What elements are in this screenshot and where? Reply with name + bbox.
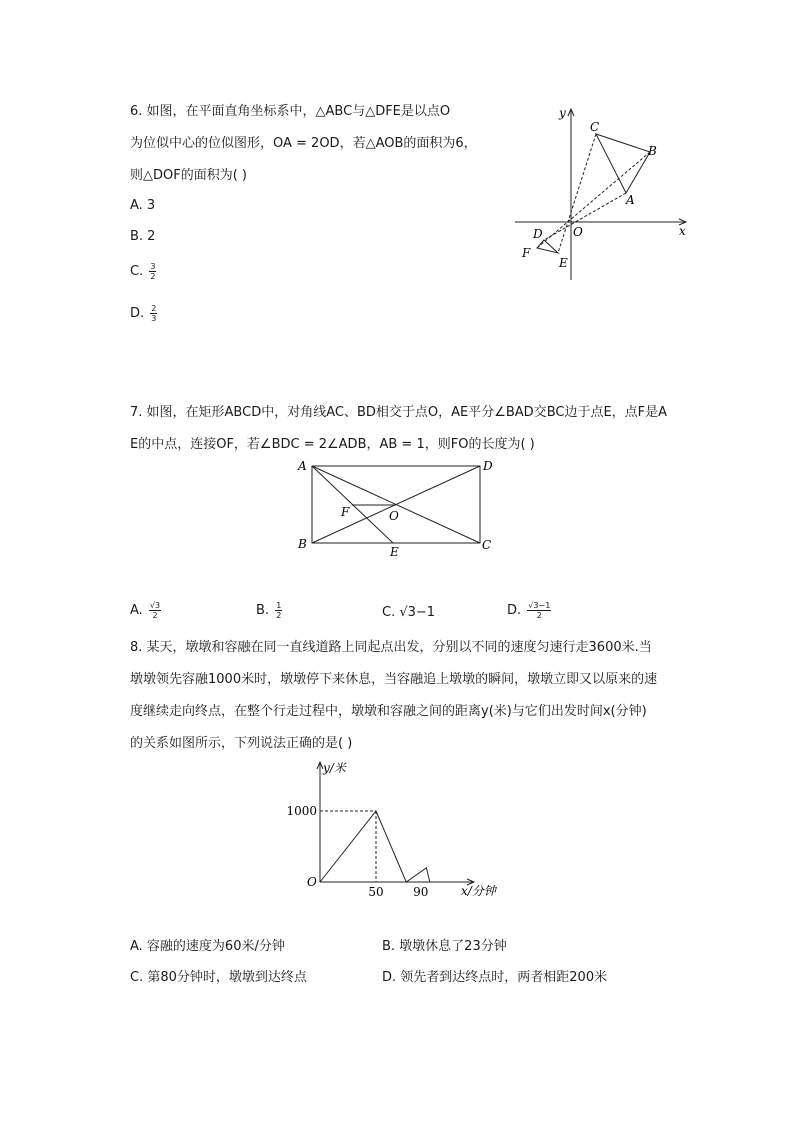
q6-label-d: D	[533, 227, 543, 241]
q8-xtick-90: 90	[413, 885, 429, 899]
q8-option-b: B. 墩墩休息了23分钟	[382, 939, 507, 954]
q6-line-1: 6. 如图，在平面直角坐标系中，△ABC与△DFE是以点O	[130, 104, 451, 119]
q6-option-c-fraction	[149, 262, 156, 281]
q7-option-d-fraction	[527, 601, 551, 620]
q8-option-a: A. 容融的速度为60米/分钟	[130, 939, 285, 954]
q8-line-3: 度继续走向终点，在整个行走过程中，墩墩和容融之间的距离y(米)与它们出发时间x(分钟)	[130, 704, 647, 719]
q6-label-c: C	[590, 120, 600, 134]
q7-label-o: O	[389, 509, 399, 523]
q7-option-d-prefix: D.	[507, 603, 522, 618]
q6-label-o: O	[573, 225, 583, 239]
q6-option-d-prefix: D.	[130, 306, 145, 321]
q8-ylabel: y/米	[323, 761, 346, 775]
q6-ray-oa	[544, 193, 626, 240]
q8-ytick-1000: 1000	[286, 804, 317, 818]
q8-xlabel: x/分钟	[461, 884, 496, 898]
q7-label-d: D	[483, 459, 493, 473]
q7-option-a-num: √3	[149, 601, 161, 610]
q6-line-2: 为位似中心的位似图形，OA = 2OD，若△AOB的面积为6，	[130, 136, 477, 151]
q7-option-d	[507, 601, 551, 621]
q8-line-4: 的关系如图所示，下列说法正确的是( )	[130, 736, 353, 751]
q7-option-a-den: 2	[152, 611, 158, 620]
q6-line-3: 则△DOF的面积为( )	[130, 168, 247, 183]
q6-option-d-num: 2	[151, 304, 157, 313]
q6-label-f: F	[522, 246, 531, 260]
q6-triangle-abc	[596, 134, 650, 193]
q8-line-2: 墩墩领先容融1000米时，墩墩停下来休息，当容融追上墩墩的瞬间，墩墩立即又以原来的速	[130, 672, 658, 687]
q7-option-b-den: 2	[276, 611, 282, 620]
q6-option-d-den: 3	[151, 314, 157, 323]
q6-option-c-den: 2	[150, 272, 156, 281]
q7-option-c: C. √3−1	[382, 605, 436, 620]
q6-label-x: x	[679, 224, 686, 238]
q7-label-c: C	[482, 538, 492, 552]
q8-xtick-50: 50	[368, 885, 384, 899]
q8-origin-label: O	[307, 875, 317, 889]
q7-line-1: 7. 如图，在矩形ABCD中，对角线AC、BD相交于点O，AE平分∠BAD交BC边于点E，点F是A	[130, 405, 668, 420]
q6-figure	[505, 95, 705, 280]
q6-option-c-num: 3	[150, 262, 156, 271]
q7-label-e: E	[390, 545, 399, 559]
q8-series-line	[320, 811, 430, 882]
q7-option-a-prefix: A.	[130, 603, 143, 618]
q7-label-a: A	[298, 459, 307, 473]
q7-option-d-den: 2	[536, 611, 542, 620]
q6-option-b: B. 2	[130, 229, 156, 244]
q7-option-b-num: 1	[276, 601, 282, 610]
q7-option-a-fraction	[149, 601, 161, 620]
q8-option-d: D. 领先者到达终点时，两者相距200米	[382, 970, 608, 985]
q6-option-d-fraction	[150, 304, 157, 323]
q7-option-d-num: √3−1	[528, 601, 551, 610]
q7-option-b-fraction	[275, 601, 282, 620]
q6-option-c-prefix: C.	[130, 264, 144, 279]
q6-label-b: B	[648, 144, 657, 158]
q6-label-y: y	[559, 106, 566, 120]
q6-option-a: A. 3	[130, 198, 156, 213]
q8-option-c: C. 第80分钟时，墩墩到达终点	[130, 970, 307, 985]
q8-chart	[285, 755, 515, 905]
q7-figure	[290, 456, 505, 561]
q6-option-d	[130, 304, 157, 324]
q7-option-b	[256, 601, 282, 621]
q8-line-1: 8. 某天，墩墩和容融在同一直线道路上同起点出发，分别以不同的速度匀速行走3600米.当	[130, 640, 652, 655]
q6-label-e: E	[559, 256, 568, 270]
q7-label-b: B	[298, 537, 307, 551]
q7-line-2: E的中点，连接OF，若∠BDC = 2∠ADB，AB = 1，则FO的长度为( )	[130, 437, 535, 452]
q6-option-c	[130, 262, 156, 282]
q7-label-f: F	[341, 505, 350, 519]
q6-triangle-dfe	[537, 240, 558, 253]
q7-option-b-prefix: B.	[256, 603, 270, 618]
q6-label-a: A	[626, 193, 635, 207]
q7-option-a	[130, 601, 161, 621]
